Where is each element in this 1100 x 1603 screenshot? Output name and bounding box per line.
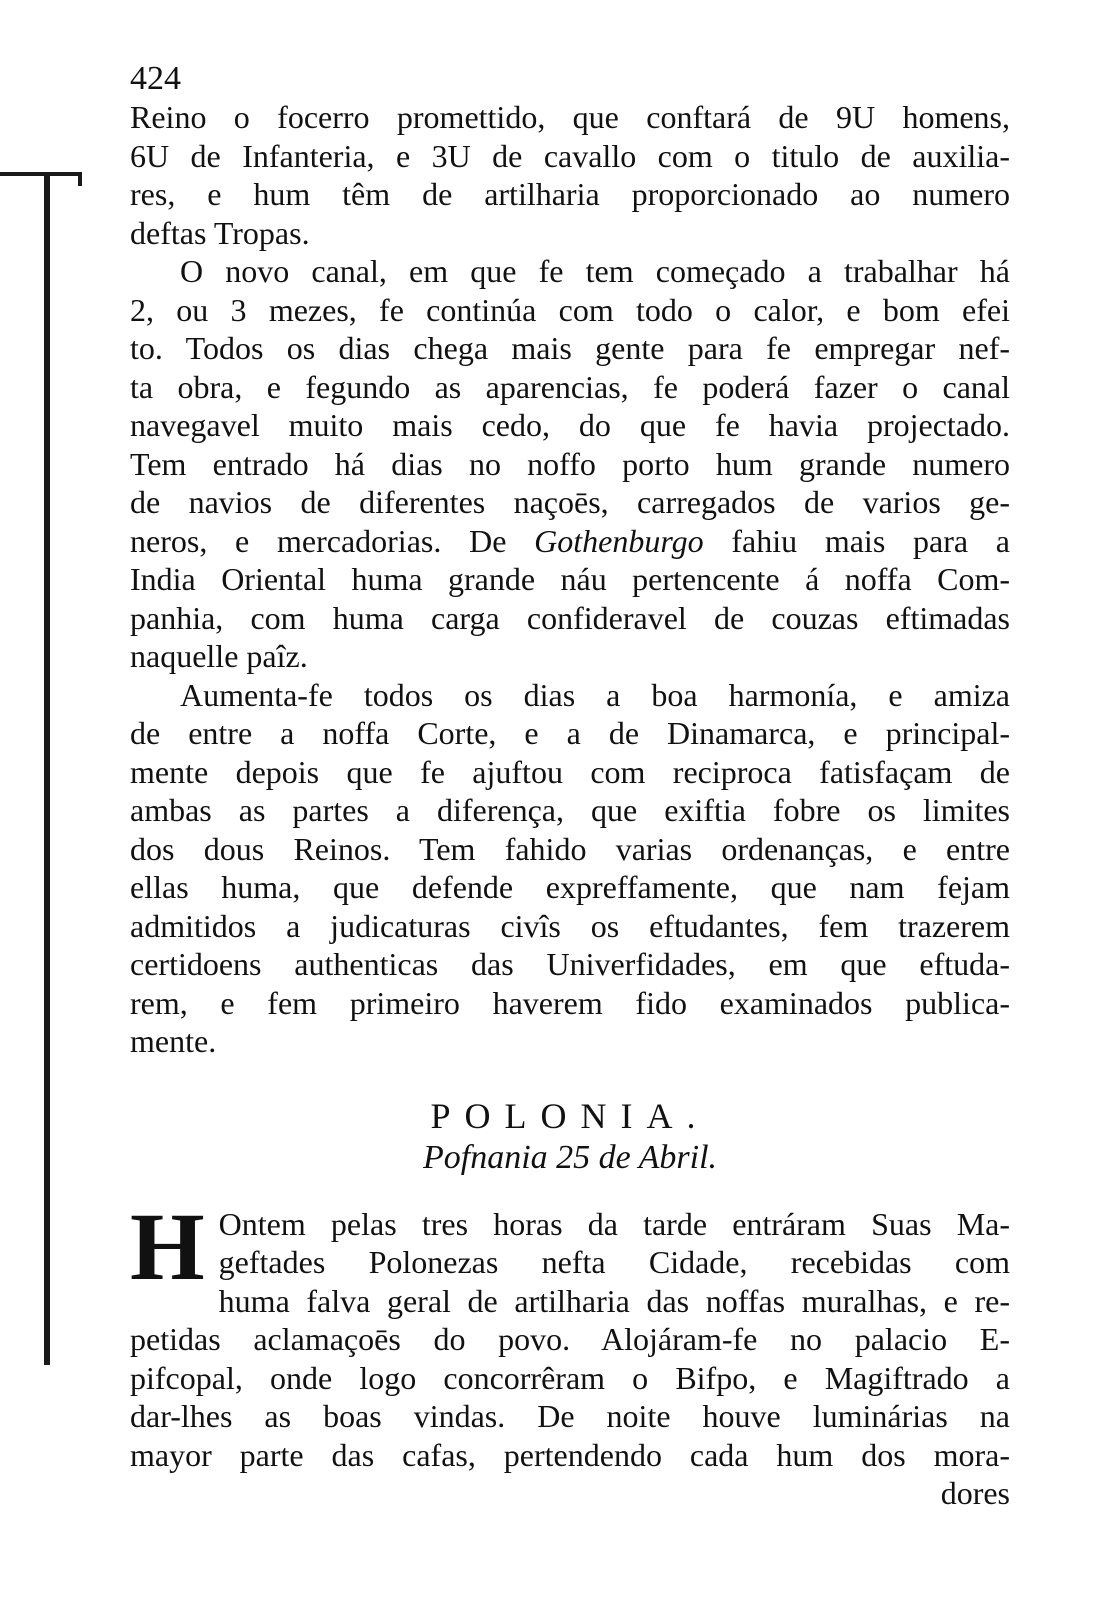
text-line: 6U de Infanteria, e 3U de cavallo com o titulo de auxilia- bbox=[130, 137, 1010, 174]
text-line: de navios de diferentes naçoēs, carregados de varios ge- bbox=[130, 484, 1010, 520]
text-line: naquelle paîz. bbox=[130, 638, 308, 674]
text-line: O novo canal, em que fe tem começado a trabalhar há bbox=[180, 253, 1010, 289]
text-line: petidas aclamaçoēs do povo. Alojáram-fe no palacio E- bbox=[130, 1321, 1010, 1357]
page-number: 424 bbox=[130, 60, 181, 97]
text-line: Ontem pelas tres horas da tarde entráram Suas Ma- bbox=[218, 1205, 1010, 1242]
page-body bbox=[130, 60, 1010, 1512]
text-line: deftas Tropas. bbox=[130, 214, 310, 251]
text-line: 2, ou 3 mezes, fe continúa com todo o calor, e bom efei bbox=[130, 291, 1010, 328]
text-line: India Oriental huma grande náu pertencente á noffa Com- bbox=[130, 561, 1010, 597]
paragraph-2 bbox=[130, 252, 1010, 676]
drop-cap: H bbox=[130, 1192, 205, 1300]
text-line: huma falva geral de artilharia das noffas muralhas, e re- bbox=[218, 1282, 1010, 1319]
text-line: mente depois que fe ajuftou com reciproca fatisfaçam de bbox=[130, 753, 1010, 790]
paragraph-1 bbox=[130, 98, 1010, 252]
text-line: admitidos a judicaturas civîs os eftudantes, fem trazerem bbox=[130, 907, 1010, 944]
text-line: certidoens authenticas das Univerfidades, em que eftuda- bbox=[130, 946, 1010, 982]
text-line: ellas huma, que defende expreffamente, que nam fejam bbox=[130, 869, 1010, 905]
text-line: ta obra, e fegundo as aparencias, fe poderá fazer o canal bbox=[130, 368, 1010, 405]
text-line: rem, e fem primeiro haverem fido examinados publica- bbox=[130, 984, 1010, 1021]
text-line: pifcopal, onde logo concorrêram o Bifpo, e Magiftrado a bbox=[130, 1359, 1010, 1396]
text-line: dos dous Reinos. Tem fahido varias ordenanças, e entre bbox=[130, 830, 1010, 867]
text-line: mente. bbox=[130, 1023, 217, 1059]
text-line-with-italic: neros, e mercadorias. De Gothenburgo fahiu mais para a bbox=[130, 522, 1011, 559]
text-line: Tem entrado há dias no noffo porto hum grande numero bbox=[130, 445, 1010, 482]
paragraph-3 bbox=[130, 676, 1010, 1061]
text-line: res, e hum têm de artilharia proporcionado ao numero bbox=[130, 176, 1010, 212]
italic-place-name: Gothenburgo bbox=[534, 522, 704, 559]
text-line: Reino o focerro promettido, que conftará de 9U homens, bbox=[130, 99, 1010, 135]
text-line: ambas as partes a diferença, que exiftia fobre os limites bbox=[130, 792, 1010, 828]
text-line: geftades Polonezas nefta Cidade, recebidas com bbox=[218, 1244, 1010, 1280]
text-line: dar-lhes as boas vindas. De noite houve luminárias na bbox=[130, 1398, 1010, 1434]
paragraph-4 bbox=[130, 1192, 1010, 1475]
text-line: mayor parte das cafas, pertendendo cada hum dos mora- bbox=[130, 1436, 1010, 1473]
text-line: to. Todos os dias chega mais gente para fe empregar nef- bbox=[130, 330, 1010, 366]
text-line: navegavel muito mais cedo, do que fe havia projectado. bbox=[130, 407, 1010, 443]
binding-edge bbox=[44, 175, 80, 1365]
dateline: Pofnania 25 de Abril. bbox=[422, 1138, 718, 1176]
catchword: dores bbox=[940, 1475, 1010, 1511]
section-title: POLONIA. bbox=[430, 1095, 710, 1136]
text-line: panhia, com huma carga confideravel de couzas eftimadas bbox=[130, 599, 1010, 636]
text-line: Aumenta-fe todos os dias a boa harmonía, e amiza bbox=[180, 676, 1010, 713]
text-line: de entre a noffa Corte, e a de Dinamarca, e principal- bbox=[130, 715, 1010, 751]
